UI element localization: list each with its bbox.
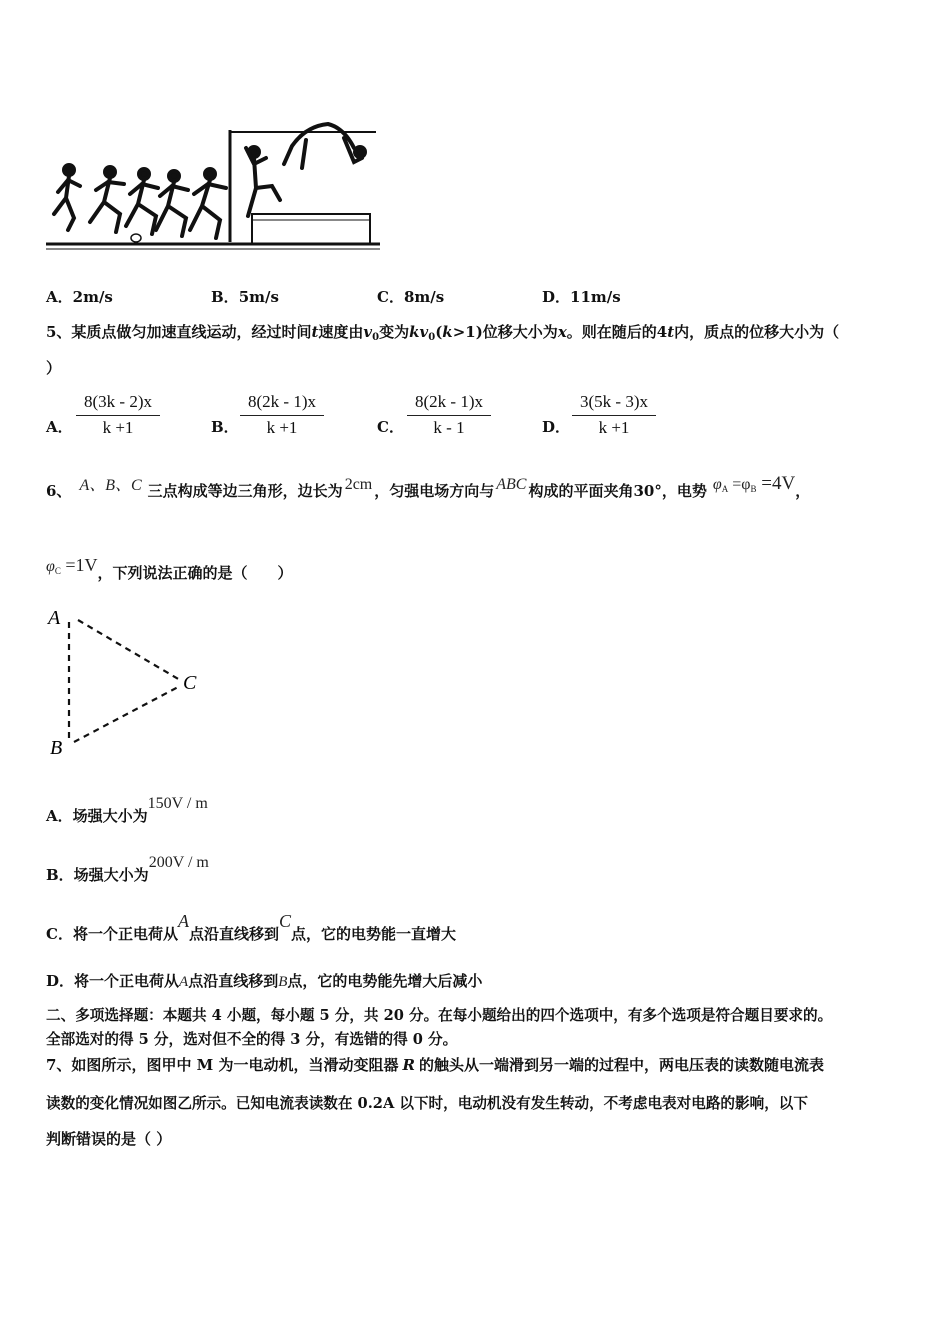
high-jump-illustration — [44, 118, 384, 258]
q6-stem-line2: $\varphi^C =1V$，下列说法正确的是（ ） — [46, 555, 293, 582]
q6-stem-line1: 6、 A、B、C 三点构成等边三角形，边长为 2cm ，匀强电场方向与 ABC 构成的平面夹角30°，电势 $\varphi^A =\varphi^B =4V$， — [46, 473, 811, 500]
side-bc — [74, 686, 180, 742]
q4-option-c[interactable]: C．8m/s — [377, 288, 445, 306]
q5-option-d-letter[interactable]: D． — [542, 418, 571, 436]
q7-stem-line2: 读数的变化情况如图乙所示。已知电流表读数在 0.2A 以下时，电动机没有发生转动，不考虑电表对电路的影响，以下 — [46, 1095, 808, 1112]
q6-option-b[interactable]: B．场强大小为200V / m — [46, 854, 209, 884]
q5-option-a-fraction: $\frac{8(3k - 2)x}{k +1}$ — [76, 392, 160, 438]
q5-option-b-fraction: $\frac{8(2k - 1)x}{k +1}$ — [240, 392, 324, 438]
q4-option-d[interactable]: D．11m/s — [542, 288, 621, 306]
q6-option-d[interactable]: D．将一个正电荷从A点沿直线移到B点，它的电势能先增大后减小 — [46, 972, 483, 990]
q4-option-a[interactable]: A．2m/s — [46, 288, 113, 306]
section2-instructions-line2: 全部选对的得 5 分，选对但不全的得 3 分，有选错的得 0 分。 — [46, 1031, 458, 1048]
vertex-b-label: B — [50, 737, 63, 759]
q4-option-b[interactable]: B．5m/s — [211, 288, 279, 306]
q6-option-a[interactable]: A．场强大小为150V / m — [46, 795, 208, 825]
section2-instructions-line1: 二、多项选择题：本题共 4 小题，每小题 5 分，共 20 分。在每小题给出的四个选项中，有多个选项是符合题目要求的。 — [46, 1007, 833, 1024]
q5-stem: 5、某质点做匀加速直线运动，经过时间t速度由$v_0$变为$kv_0(k>1)$位移大小为x。则在随后的4t内，质点的位移大小为（ — [46, 323, 840, 343]
vertex-a-label: A — [48, 607, 61, 629]
triangle-abc-figure — [44, 602, 214, 762]
q6-option-c[interactable]: C．将一个正电荷从A点沿直线移到C点，它的电势能一直增大 — [46, 911, 456, 943]
vertex-c-label: C — [183, 672, 197, 694]
q7-stem-line3: 判断错误的是（ ） — [46, 1130, 172, 1148]
q5-option-d-fraction: $\frac{3(5k - 3)x}{k +1}$ — [572, 392, 656, 438]
q5-stem-close: ） — [46, 359, 62, 377]
q5-option-a-letter[interactable]: A． — [46, 418, 73, 436]
side-ac — [78, 620, 180, 680]
q5-option-c-fraction: $\frac{8(2k - 1)x}{k - 1}$ — [407, 392, 491, 438]
q5-option-b-letter[interactable]: B． — [211, 418, 239, 436]
q7-stem-line1: 7、如图所示，图甲中 M 为一电动机，当滑动变阻器 R 的触头从一端滑到另一端的过程中，两电压表的读数随电流表 — [46, 1056, 824, 1074]
q5-option-c-letter[interactable]: C． — [377, 418, 404, 436]
